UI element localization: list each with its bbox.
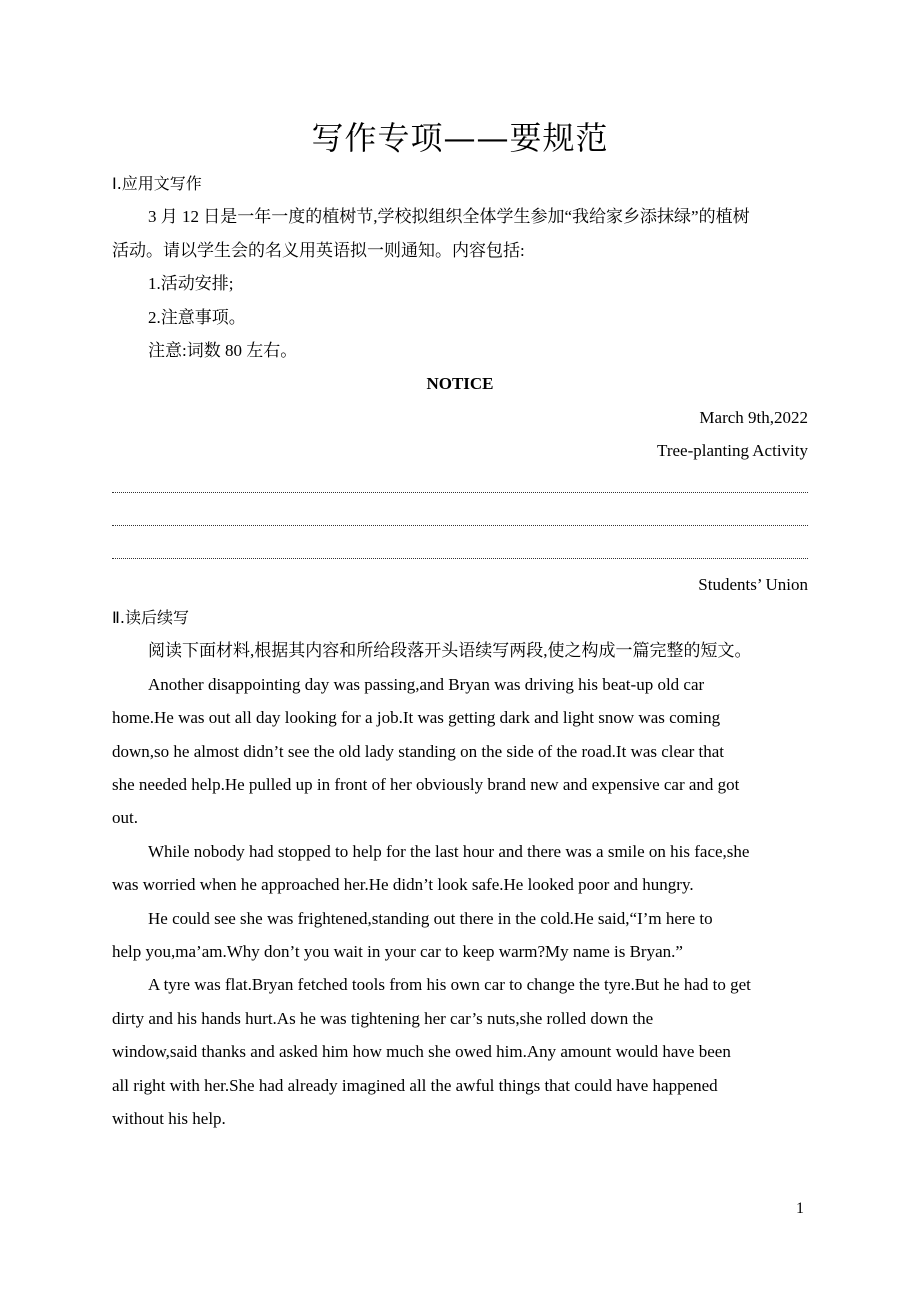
notice-date: March 9th,2022 <box>699 407 808 427</box>
paragraph-line: all right with her.She had already imagined all the awful things that could have happened <box>112 1075 718 1095</box>
prompt-item: 注意:词数 80 左右。 <box>148 340 298 360</box>
paragraph-line: was worried when he approached her.He didn’t look safe.He looked poor and hungry. <box>112 875 694 895</box>
paragraph-line: home.He was out all day looking for a job.It was getting dark and light snow was coming <box>112 708 721 728</box>
notice-title: NOTICE <box>426 374 494 394</box>
paragraph-line: help you,ma’am.Why don’t you wait in your car to keep warm?My name is Bryan.” <box>112 941 683 961</box>
page-number: 1 <box>796 1200 804 1217</box>
paragraph-line: without his help. <box>112 1108 226 1128</box>
notice-signature: Students’ Union <box>698 574 808 594</box>
prompt-item: 1.活动安排; <box>148 274 234 294</box>
paragraph-line: 阅读下面材料,根据其内容和所给段落开头语续写两段,使之构成一篇完整的短文。 <box>148 641 752 661</box>
document-body <box>112 167 808 1135</box>
paragraph-line: dirty and his hands hurt.As he was tightening her car’s nuts,she rolled down the <box>112 1008 654 1028</box>
paragraph-line: Another disappointing day was passing,and Bryan was driving his beat-up old car <box>148 674 705 694</box>
paragraph-line: down,so he almost didn’t see the old lady standing on the side of the road.It was clear that <box>112 741 725 761</box>
prompt-line: 活动。请以学生会的名义用英语拟一则通知。内容包括: <box>112 240 525 260</box>
answer-line[interactable] <box>112 501 808 534</box>
notice-subject: Tree-planting Activity <box>657 441 808 461</box>
paragraph-line: she needed help.He pulled up in front of her obviously brand new and expensive car and got <box>112 775 740 795</box>
page-title: 写作专项——要规范 <box>311 119 609 157</box>
prompt-item: 2.注意事项。 <box>148 307 246 327</box>
section-heading: Ⅱ.读后续写 <box>112 608 189 628</box>
paragraph-line: out. <box>112 808 138 828</box>
answer-line[interactable] <box>112 534 808 567</box>
prompt-line: 3 月 12 日是一年一度的植树节,学校拟组织全体学生参加“我给家乡添抹绿”的植树 <box>148 207 750 227</box>
paragraph-line: He could see she was frightened,standing out there in the cold.He said,“I’m here to <box>148 908 713 928</box>
answer-line[interactable] <box>112 468 808 501</box>
section-heading: Ⅰ.应用文写作 <box>112 174 202 193</box>
paragraph-line: window,said thanks and asked him how much she owed him.Any amount would have been <box>112 1042 731 1062</box>
paragraph-line: A tyre was flat.Bryan fetched tools from his own car to change the tyre.But he had to get <box>148 975 751 995</box>
paragraph-line: While nobody had stopped to help for the last hour and there was a smile on his face,she <box>148 841 750 861</box>
